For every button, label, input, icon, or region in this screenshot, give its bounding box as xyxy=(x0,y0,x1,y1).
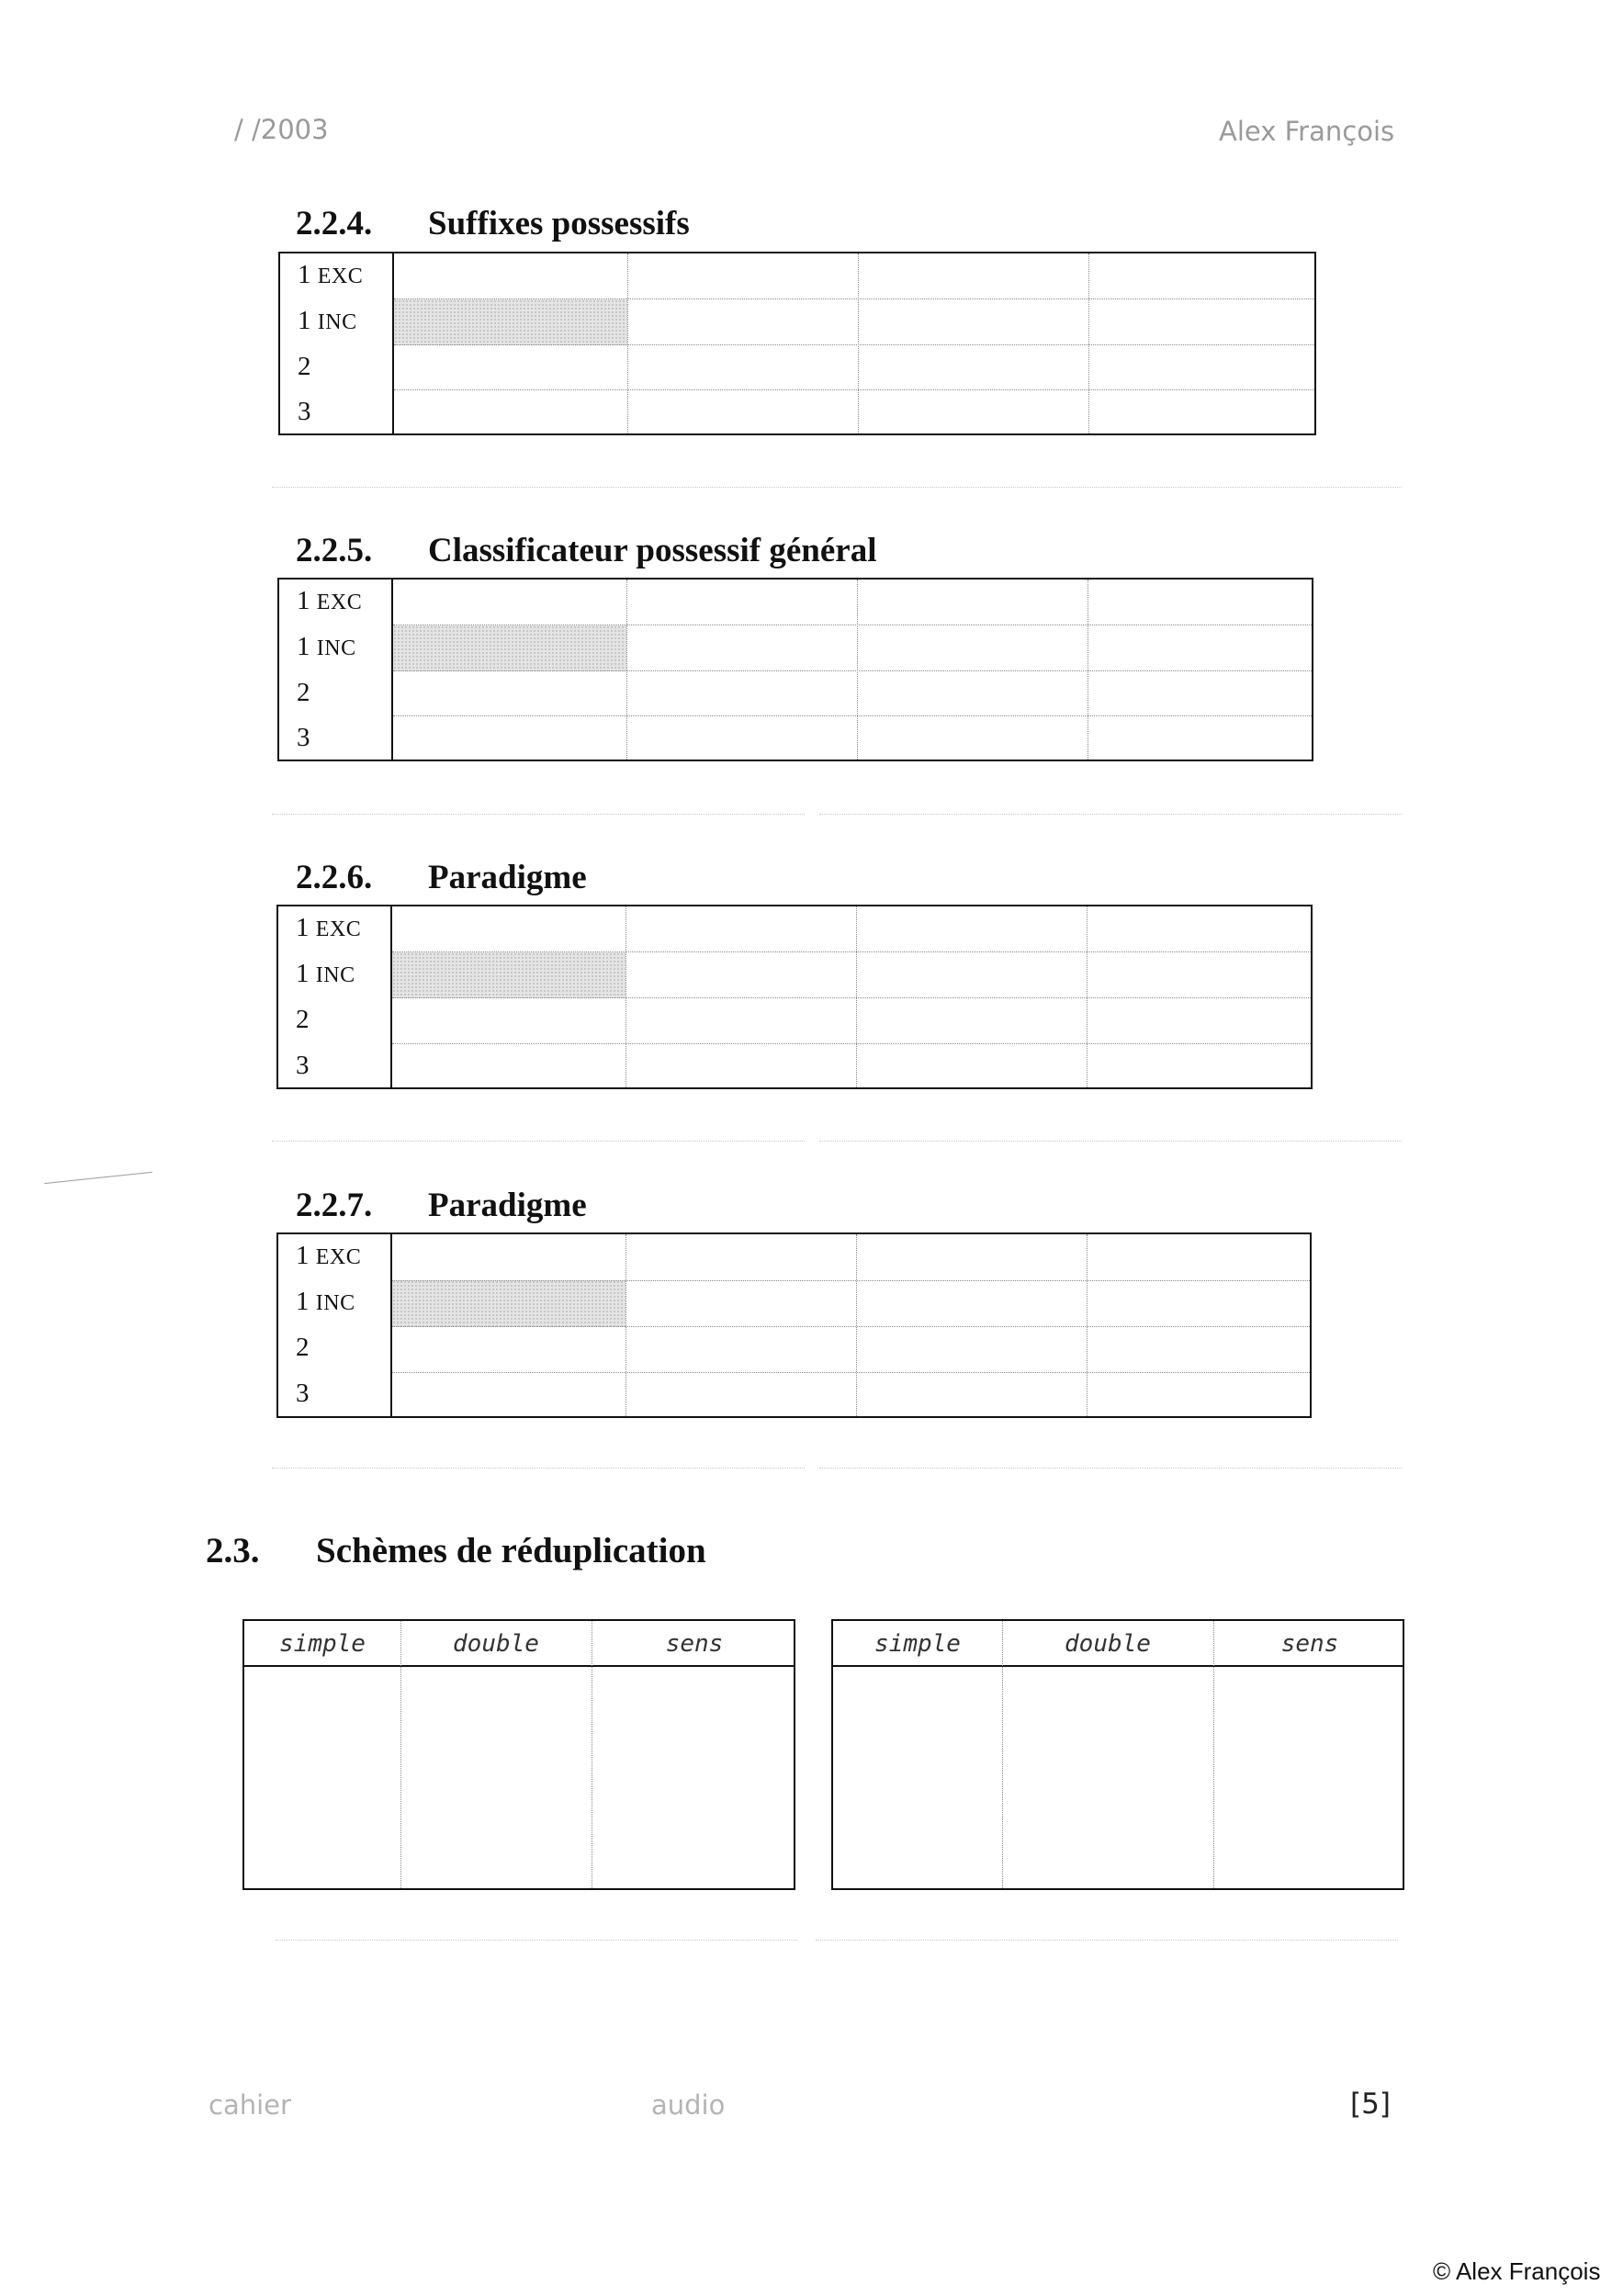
table-header xyxy=(833,1621,1403,1667)
separator-line xyxy=(272,487,1402,488)
column-header: simple xyxy=(279,1630,366,1658)
section-number: 2.2.4. xyxy=(296,205,373,242)
section-title: Paradigme xyxy=(428,1187,587,1224)
section-heading xyxy=(296,858,939,902)
person-label-column xyxy=(278,906,392,1087)
person-label-column xyxy=(280,253,394,433)
column-header: double xyxy=(453,1630,539,1658)
person-label: 2 xyxy=(298,352,311,381)
section-title: Suffixes possessifs xyxy=(428,205,690,242)
person-label-column xyxy=(279,580,393,760)
person-label: 1 EXC xyxy=(296,1241,362,1270)
shaded-cell xyxy=(392,1280,626,1327)
separator-line xyxy=(819,814,1402,815)
section-heading xyxy=(206,1530,1032,1578)
person-label: 3 xyxy=(298,397,311,426)
separator-line xyxy=(276,1940,797,1941)
separator-line xyxy=(819,1468,1402,1469)
section-title: Classificateur possessif général xyxy=(428,532,877,569)
column-header: sens xyxy=(665,1630,724,1658)
column-header: simple xyxy=(874,1630,961,1658)
footer-center: audio xyxy=(651,2089,726,2121)
paradigm-table xyxy=(278,252,1316,435)
person-label: 2 xyxy=(296,1005,310,1034)
person-label: 1 INC xyxy=(296,1287,355,1316)
header-author: Alex François xyxy=(1219,116,1395,147)
paradigm-table xyxy=(276,905,1313,1089)
margin-mark xyxy=(44,1172,152,1184)
header-date: / /2003 xyxy=(234,114,329,145)
section-number: 2.2.6. xyxy=(296,859,373,896)
footer-left: cahier xyxy=(209,2089,291,2121)
reduplication-table-left xyxy=(242,1619,795,1890)
person-label-column xyxy=(278,1234,392,1416)
separator-line xyxy=(819,1141,1402,1142)
section-number: 2.3. xyxy=(206,1531,260,1570)
person-label: 1 INC xyxy=(297,632,356,661)
paradigm-table xyxy=(276,1232,1312,1418)
separator-line xyxy=(272,814,805,815)
paradigm-table xyxy=(277,578,1313,761)
section-title: Schèmes de réduplication xyxy=(316,1531,706,1570)
shaded-cell xyxy=(392,952,626,998)
person-label: 2 xyxy=(297,678,310,707)
section-title: Paradigme xyxy=(428,859,587,896)
separator-line xyxy=(816,1940,1398,1941)
person-label: 2 xyxy=(296,1333,310,1362)
person-label: 3 xyxy=(296,1379,310,1408)
person-label: 1 EXC xyxy=(296,913,362,942)
separator-line xyxy=(272,1468,805,1469)
section-heading xyxy=(296,1186,939,1230)
person-label: 1 EXC xyxy=(298,260,364,289)
section-heading xyxy=(296,204,939,248)
person-label: 1 INC xyxy=(296,959,355,988)
person-label: 3 xyxy=(297,723,310,752)
person-label: 3 xyxy=(296,1051,310,1080)
shaded-cell xyxy=(393,625,626,671)
copyright-notice: © Alex François xyxy=(1433,2257,1601,2285)
person-label: 1 EXC xyxy=(297,586,363,615)
column-header: double xyxy=(1065,1630,1151,1658)
column-header: sens xyxy=(1280,1630,1339,1658)
section-number: 2.2.5. xyxy=(296,532,373,569)
reduplication-table-right xyxy=(831,1619,1404,1890)
separator-line xyxy=(272,1141,805,1142)
table-header xyxy=(244,1621,794,1667)
person-label: 1 INC xyxy=(298,306,357,335)
section-heading xyxy=(296,531,1122,575)
page-number: [5] xyxy=(1350,2088,1391,2121)
section-number: 2.2.7. xyxy=(296,1187,373,1224)
shaded-cell xyxy=(394,299,627,345)
